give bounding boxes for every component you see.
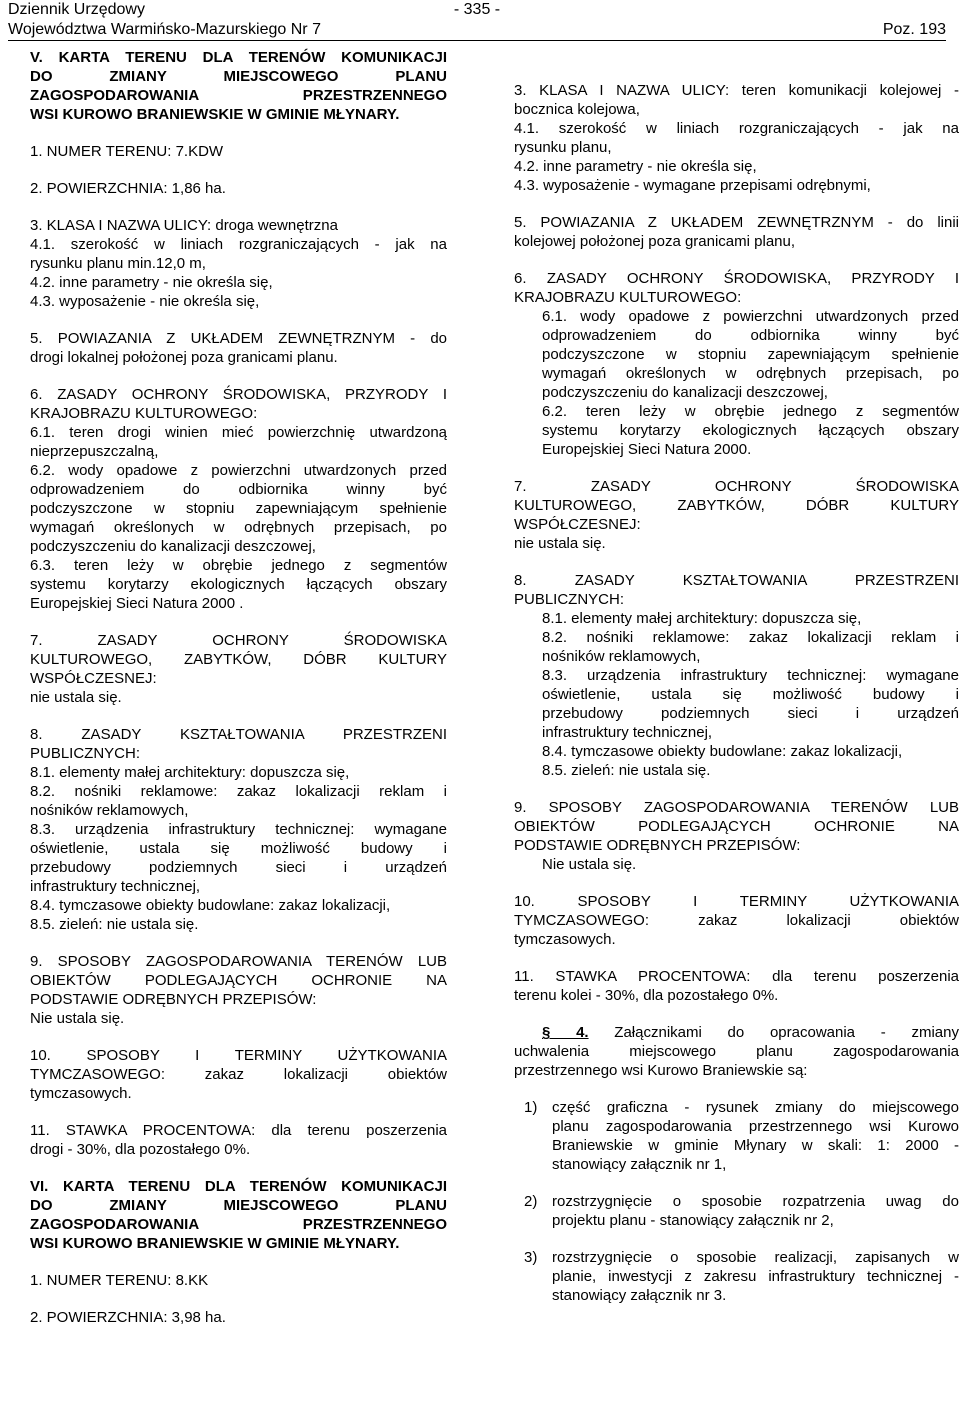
vi-item-10-cont: TYMCZASOWEGO: zakaz lokalizacji obiektów [514,912,959,929]
v-item-8-1: 8.1. elementy małej architektury: dopuszcza się, [30,764,350,781]
v-item-4-1-cont: rysunku planu min.12,0 m, [30,255,206,272]
v-item-8-3-cont: infrastruktury technicznej, [30,878,201,895]
v-item-6-2-cont: podczyszczone w stopniu zapewniającym spełnienie [30,500,447,517]
attachment-item [514,1248,959,1305]
vi-item-11: 11. STAWKA PROCENTOWA: dla terenu poszerzenia [514,968,959,985]
v-item-11-cont: drogi - 30%, dla pozostałego 0%. [30,1141,251,1158]
attachment-number: 1) [524,1099,538,1116]
paragraph-4-cont: przestrzennego wsi Kurowo Braniewskie są: [514,1062,808,1079]
v-item-4-3: 4.3. wyposażenie - nie określa się, [30,293,260,310]
v-item-10: 10. SPOSOBY I TERMINY UŻYTKOWANIA [30,1047,447,1064]
v-item-8-3: 8.3. urządzenia infrastruktury technicznej: wymagane [30,821,447,838]
journal-title: Dziennik Urzędowy [8,1,145,18]
vi-item-3: 3. KLASA I NAZWA ULICY: teren komunikacji kolejowej - [514,82,959,99]
vi-item-6-1: 6.1. wody opadowe z powierzchni utwardzonych przed [542,308,959,325]
v-item-9-cont: PODSTAWIE ODRĘBNYCH PRZEPISÓW: [30,991,317,1008]
vi-item-6-1-cont: wymagań określonych w odrębnych przepisach, po [542,365,959,382]
v-item-8-4: 8.4. tymczasowe obiekty budowlane: zakaz lokalizacji, [30,897,391,914]
section-v-title-line: WSI KUROWO BRANIEWSKIE W GMINIE MŁYNARY. [30,106,400,123]
vi-item-8: 8. ZASADY KSZTAŁTOWANIA PRZESTRZENI [514,572,959,589]
v-item-7-cont: nie ustala się. [30,689,122,706]
vi-item-6-cont: KRAJOBRAZU KULTUROWEGO: [514,289,742,306]
v-item-1: 1. NUMER TERENU: 7.KDW [30,143,224,160]
vi-item-5-cont: kolejowej położonej poza granicami planu, [514,233,796,250]
vi-item-4-3: 4.3. wyposażenie - wymagane przepisami odrębnymi, [514,177,871,194]
v-item-6-3: 6.3. teren leży w obrębie jednego z segmentów [30,557,447,574]
v-item-6-1-cont: nieprzepuszczalną, [30,443,159,460]
vi-item-6-1-cont: odprowadzeniem do odbiornika winny być [542,327,959,344]
v-item-7: 7. ZASADY OCHRONY ŚRODOWISKA [30,632,447,649]
attachment-item [514,1192,959,1230]
section-v-title-line: V. KARTA TERENU DLA TERENÓW KOMUNIKACJI [30,49,447,66]
attachment-text: stanowiący załącznik nr 3. [552,1287,727,1304]
v-item-3: 3. KLASA I NAZWA ULICY: droga wewnętrzna [30,217,338,234]
vi-item-4-1: 4.1. szerokość w liniach rozgraniczających - jak na [514,120,959,137]
attachment-text: projektu planu - stanowiący załącznik nr 2, [552,1212,834,1229]
v-item-8-3-cont: przebudowy podziemnych sieci i urządzeń [30,859,447,876]
right-column [514,81,959,1305]
attachment-text: rozstrzygnięcie o sposobie rozpatrzenia uwag do [552,1193,959,1210]
page-number: - 335 - [453,1,501,18]
v-item-8-2-cont: nośników reklamowych, [30,802,189,819]
vi-item-2: 2. POWIERZCHNIA: 3,98 ha. [30,1309,226,1326]
vi-item-7-cont: KULTUROWEGO, ZABYTKÓW, DÓBR KULTURY [514,497,959,514]
vi-item-7-cont: WSPÓŁCZESNEJ: [514,516,641,533]
position-number: Poz. 193 [882,21,946,38]
v-item-7-cont: KULTUROWEGO, ZABYTKÓW, DÓBR KULTURY [30,651,447,668]
paragraph-4-cont: uchwalenia miejscowego planu zagospodarowania [514,1043,959,1060]
v-item-10-cont: tymczasowych. [30,1085,132,1102]
voivodeship-issue: Województwa Warmińsko-Mazurskiego Nr 7 [8,21,321,38]
vi-item-8-2: 8.2. nośniki reklamowe: zakaz lokalizacji reklam i [542,629,959,646]
v-item-7-cont: WSPÓŁCZESNEJ: [30,670,157,687]
v-item-5: 5. POWIAZANIA Z UKŁADEM ZEWNĘTRZNYM - do [30,330,447,347]
vi-item-4-1-cont: rysunku planu, [514,139,612,156]
section-v-title-line: ZAGOSPODAROWANIA PRZESTRZENNEGO [30,87,447,104]
vi-item-8-3-cont: oświetlenie, ustala się możliwość budowy i [542,686,959,703]
v-item-6-1: 6.1. teren drogi winien mieć powierzchnię utwardzoną [30,424,447,441]
vi-item-6-1-cont: podczyszczone w stopniu zapewniającym spełnienie [542,346,959,363]
vi-item-5: 5. POWIAZANIA Z UKŁADEM ZEWNĘTRZNYM - do linii [514,214,959,231]
v-item-6-cont: KRAJOBRAZU KULTUROWEGO: [30,405,258,422]
v-item-6-2-cont: podczyszczeniu do kanalizacji deszczowej, [30,538,316,555]
paragraph-4 [514,1023,959,1042]
v-item-8-cont: PUBLICZNYCH: [30,745,141,762]
v-item-11: 11. STAWKA PROCENTOWA: dla terenu poszerzenia [30,1122,447,1139]
attachment-number: 3) [524,1249,538,1266]
vi-item-6-2: 6.2. teren leży w obrębie jednego z segmentów [542,403,959,420]
attachment-text: stanowiący załącznik nr 1, [552,1156,727,1173]
v-item-9: 9. SPOSOBY ZAGOSPODAROWANIA TERENÓW LUB [30,953,447,970]
v-item-6-3-cont: systemu korytarzy ekologicznych łączących obszary [30,576,447,593]
vi-item-8-3: 8.3. urządzenia infrastruktury technicznej: wymagane [542,667,959,684]
vi-item-1: 1. NUMER TERENU: 8.KK [30,1272,209,1289]
section-v-title-line: DO ZMIANY MIEJSCOWEGO PLANU [30,68,447,85]
vi-item-8-1: 8.1. elementy małej architektury: dopuszcza się, [542,610,862,627]
v-item-9-cont: Nie ustala się. [30,1010,125,1027]
v-item-4-2: 4.2. inne parametry - nie określa się, [30,274,273,291]
attachment-text: planie, inwestycji z zakresu infrastruktury technicznej - [552,1268,959,1285]
vi-item-9-cont: PODSTAWIE ODRĘBNYCH PRZEPISÓW: [514,837,801,854]
v-item-8-2: 8.2. nośniki reklamowe: zakaz lokalizacji reklam i [30,783,447,800]
v-item-6-2-cont: odprowadzeniem do odbiornika winny być [30,481,447,498]
vi-item-7: 7. ZASADY OCHRONY ŚRODOWISKA [514,478,959,495]
attachment-text: część graficzna - rysunek zmiany do miejscowego [552,1099,959,1116]
v-item-6-2-cont: wymagań określonych w odrębnych przepisach, po [30,519,447,536]
vi-item-9: 9. SPOSOBY ZAGOSPODAROWANIA TERENÓW LUB [514,799,959,816]
v-item-9-cont: OBIEKTÓW PODLEGAJĄCYCH OCHRONIE NA [30,972,447,989]
v-item-2: 2. POWIERZCHNIA: 1,86 ha. [30,180,226,197]
v-item-4-1: 4.1. szerokość w liniach rozgraniczających - jak na [30,236,447,253]
section-vi-title-line: DO ZMIANY MIEJSCOWEGO PLANU [30,1197,447,1214]
vi-item-4-2: 4.2. inne parametry - nie określa się, [514,158,757,175]
vi-item-8-4: 8.4. tymczasowe obiekty budowlane: zakaz lokalizacji, [542,743,903,760]
vi-item-7-cont: nie ustala się. [514,535,606,552]
page-header [8,0,946,41]
section-vi-title-line: ZAGOSPODAROWANIA PRZESTRZENNEGO [30,1216,447,1233]
paragraph-sign: § 4. [542,1024,589,1041]
vi-item-6-2-cont: systemu korytarzy ekologicznych łączących obszary [542,422,959,439]
vi-item-11-cont: terenu kolei - 30%, dla pozostałego 0%. [514,987,779,1004]
vi-item-8-cont: PUBLICZNYCH: [514,591,625,608]
vi-item-6: 6. ZASADY OCHRONY ŚRODOWISKA, PRZYRODY I [514,270,959,287]
attachment-text: Braniewskie w gminie Młynary w skali: 1: 2000 - [552,1137,959,1154]
vi-item-6-2-cont: Europejskiej Sieci Natura 2000. [542,441,752,458]
v-item-8: 8. ZASADY KSZTAŁTOWANIA PRZESTRZENI [30,726,447,743]
vi-item-8-2-cont: nośników reklamowych, [542,648,701,665]
vi-item-9-cont: Nie ustala się. [542,856,637,873]
vi-item-6-1-cont: podczyszczeniu do kanalizacji deszczowej, [542,384,828,401]
v-item-10-cont: TYMCZASOWEGO: zakaz lokalizacji obiektów [30,1066,447,1083]
vi-item-3-cont: bocznica kolejowa, [514,101,640,118]
attachment-item [514,1098,959,1174]
v-item-5-cont: drogi lokalnej położonej poza granicami planu. [30,349,338,366]
left-column [30,48,447,1327]
vi-item-9-cont: OBIEKTÓW PODLEGAJĄCYCH OCHRONIE NA [514,818,959,835]
attachment-text: planu zagospodarowania przestrzennego wsi Kurowo [552,1118,959,1135]
vi-item-10: 10. SPOSOBY I TERMINY UŻYTKOWANIA [514,893,959,910]
v-item-6-3-cont: Europejskiej Sieci Natura 2000 . [30,595,244,612]
section-vi-title-line: VI. KARTA TERENU DLA TERENÓW KOMUNIKACJI [30,1178,447,1195]
v-item-8-5: 8.5. zieleń: nie ustala się. [30,916,199,933]
vi-item-8-3-cont: infrastruktury technicznej, [542,724,713,741]
v-item-8-3-cont: oświetlenie, ustala się możliwość budowy i [30,840,447,857]
vi-item-8-5: 8.5. zieleń: nie ustala się. [542,762,711,779]
section-vi-title-line: WSI KUROWO BRANIEWSKIE W GMINIE MŁYNARY. [30,1235,400,1252]
paragraph-4-text: Załącznikami do opracowania - zmiany [588,1024,959,1041]
vi-item-10-cont: tymczasowych. [514,931,616,948]
attachment-text: rozstrzygnięcie o sposobie realizacji, zapisanych w [552,1249,959,1266]
v-item-6-2: 6.2. wody opadowe z powierzchni utwardzonych przed [30,462,447,479]
vi-item-8-3-cont: przebudowy podziemnych sieci i urządzeń [542,705,959,722]
attachment-number: 2) [524,1193,538,1210]
v-item-6: 6. ZASADY OCHRONY ŚRODOWISKA, PRZYRODY I [30,386,447,403]
